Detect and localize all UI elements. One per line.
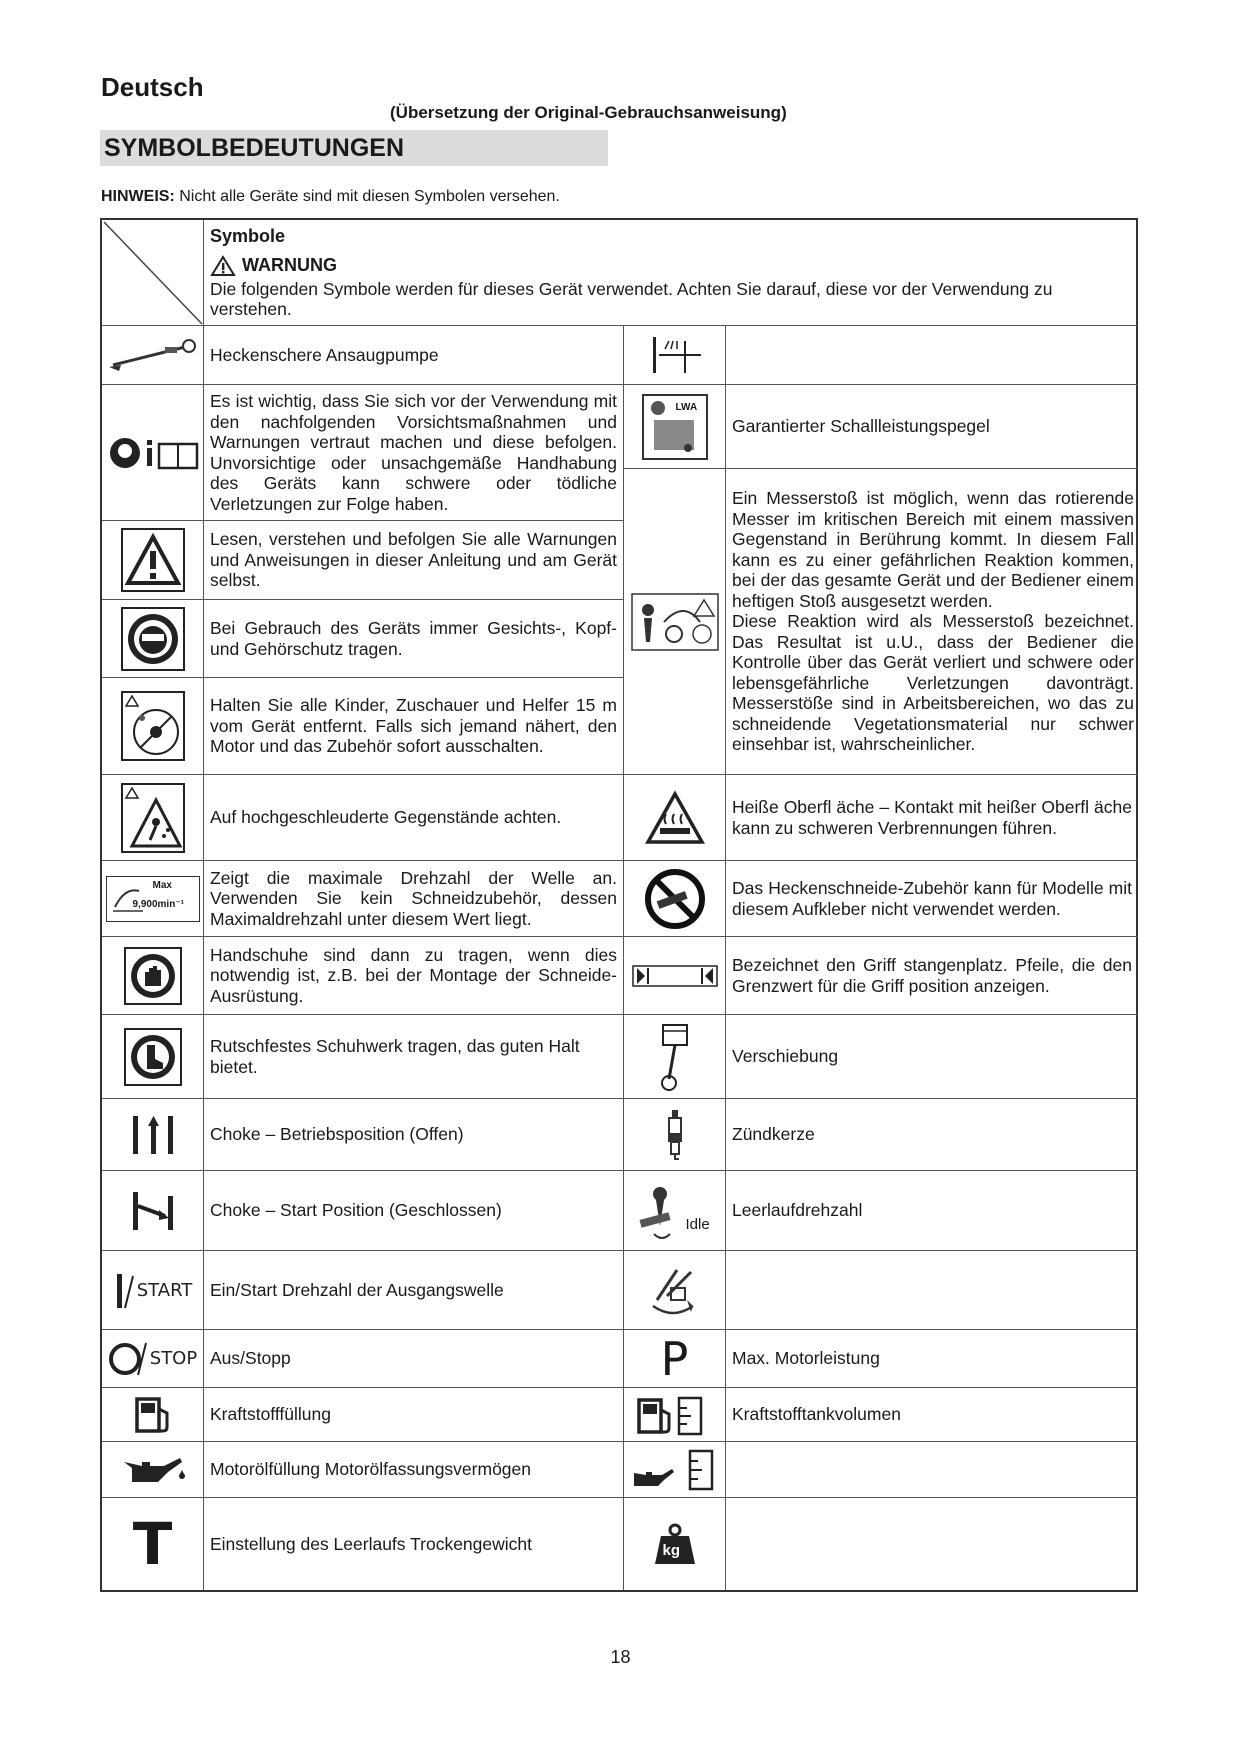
left-icon-9 [102, 1099, 204, 1171]
note [101, 188, 560, 206]
idle-speed-icon [630, 1176, 720, 1246]
right-text-5-content: Bezeichnet den Griff stangenplatz. Pfeile, die den Grenzwert für die Griff position anzeigen. [732, 955, 1132, 996]
right-text-6-content: Verschiebung [732, 1046, 839, 1067]
kg-label: kg [662, 1542, 681, 1559]
left-text-15 [204, 1498, 624, 1590]
hedge-trimmer-pump-icon [105, 335, 201, 375]
translation-subtitle: (Übersetzung der Original-Gebrauchsanweisung) [390, 103, 787, 122]
left-text-8 [204, 1015, 624, 1099]
note-label: HINWEIS: [101, 188, 175, 205]
right-icon-3 [624, 775, 726, 861]
right-text-2 [726, 469, 1138, 775]
left-text-2 [204, 521, 624, 600]
left-text-14 [204, 1442, 624, 1498]
right-text-11 [726, 1388, 1138, 1442]
left-text-0 [204, 326, 624, 385]
right-icon-13 [624, 1498, 726, 1590]
right-text-1 [726, 385, 1138, 469]
speed-label: 9,900min⁻¹ [132, 898, 184, 910]
hot-surface-icon [644, 790, 706, 846]
lwa-label: LWA [675, 401, 698, 413]
left-icon-15 [102, 1498, 204, 1590]
cutter-rotation-icon [647, 1260, 703, 1320]
start-icon [113, 1270, 193, 1310]
right-text-11-content: Kraftstofftankvolumen [732, 1404, 901, 1425]
left-text-4-content: Halten Sie alle Kinder, Zuschauer und Helfer 15 m vom Gerät entfernt. Falls sich jemand nähert, den Motor und das Zubehör sofort ausschalten. [210, 695, 617, 757]
warning-triangle-icon [120, 527, 186, 593]
power-icon: P [660, 1331, 689, 1386]
gloves-icon [123, 946, 183, 1006]
left-text-5 [204, 775, 624, 861]
warning-label: WARNUNG [242, 255, 337, 276]
displacement-icon [655, 1021, 695, 1093]
oil-can-icon [118, 1452, 188, 1488]
stop-label: STOP [149, 1348, 198, 1369]
blade-thrust-icon [630, 592, 720, 652]
stop-icon [108, 1339, 197, 1379]
page-number: 18 [610, 1647, 631, 1667]
right-text-2-content: Ein Messerstoß ist möglich, wenn das rotierende Messer im kritischen Bereich mit einem massiven Gegenstand in Berührung kommt. In diesem Fall kann es zu einer gefährlichen Reaktion kommen, bei der das gesamte Gerät und der Bediener einem heftigen Stoß ausgesetzt werden. [732, 488, 1134, 611]
left-text-13-content: Kraftstofffüllung [210, 1404, 331, 1425]
right-text-13 [726, 1498, 1138, 1590]
left-icon-10 [102, 1171, 204, 1251]
right-icon-12 [624, 1442, 726, 1498]
right-text-0 [726, 326, 1138, 385]
left-icon-14 [102, 1442, 204, 1498]
head-protection-icon [120, 606, 186, 672]
warning-text: Die folgenden Symbole werden für dieses Gerät verwendet. Achten Sie darauf, diese vor der Verwendung zu verstehen. [210, 278, 1053, 319]
left-text-1 [204, 385, 624, 521]
right-icon-2 [624, 469, 726, 775]
sound-power-icon [642, 394, 708, 460]
left-text-3-content: Bei Gebrauch des Geräts immer Gesichts-, Kopf- und Gehörschutz tragen. [210, 618, 617, 659]
right-text-9 [726, 1251, 1138, 1330]
left-text-15-content: Einstellung des Leerlaufs Trockengewicht [210, 1533, 532, 1554]
left-text-7 [204, 937, 624, 1015]
right-text-2-content-2: Diese Reaktion wird als Messerstoß bezeichnet. Das Resultat ist u.U., dass der Bediener die Kontrolle über das Gerät verliert und schwere oder lebensgefährliche Verletzungen davonträgt. Messerstöße sind in Arbeitsbereichen, wo das zu schneidende Vegetationsmaterial nur schwer einsehbar ist, wahrscheinlicher. [732, 611, 1134, 755]
thrown-objects-icon [120, 782, 186, 854]
diagonal-line-icon [102, 220, 203, 326]
symbol-table [100, 218, 1138, 1592]
keep-distance-icon [120, 690, 186, 762]
right-icon-5 [624, 937, 726, 1015]
left-text-6 [204, 861, 624, 937]
right-text-5 [726, 937, 1138, 1015]
left-text-12-content: Aus/Stopp [210, 1348, 291, 1369]
symbols-title: Symbole [210, 226, 286, 246]
fuel-tank-volume-icon [635, 1394, 715, 1436]
start-label: START [136, 1279, 193, 1301]
left-text-3 [204, 600, 624, 678]
left-text-11-content: Ein/Start Drehzahl der Ausgangswelle [210, 1279, 504, 1300]
left-text-6-content: Zeigt die maximale Drehzahl der Welle an. Verwenden Sie kein Schneidzubehör, dessen Maximaldrehzahl unter diesem Wert liegt. [210, 867, 617, 929]
right-text-1-content: Garantierter Schallleistungspegel [732, 416, 990, 437]
left-icon-7 [102, 937, 204, 1015]
left-text-11 [204, 1251, 624, 1330]
primer-choke-icon [645, 333, 705, 377]
right-text-4-content: Das Heckenschneide-Zubehör kann für Modelle mit diesem Aufkleber nicht verwendet werden. [732, 878, 1132, 919]
left-icon-4 [102, 678, 204, 775]
right-text-12 [726, 1442, 1138, 1498]
right-text-3 [726, 775, 1138, 861]
right-text-4 [726, 861, 1138, 937]
left-text-12 [204, 1330, 624, 1388]
right-text-3-content: Heiße Oberfl äche – Kontakt mit heißer Oberfl äche kann zu schweren Verbrennungen führen. [732, 797, 1132, 838]
max-speed-icon [106, 876, 200, 922]
diagonal-cell [102, 220, 204, 326]
left-text-9 [204, 1099, 624, 1171]
right-icon-8 [624, 1171, 726, 1251]
left-text-0-content: Heckenschere Ansaugpumpe [210, 344, 439, 365]
spark-plug-icon [663, 1108, 687, 1162]
right-icon-10 [624, 1330, 726, 1388]
idle-label: Idle [685, 1215, 710, 1233]
right-text-8 [726, 1171, 1138, 1251]
left-icon-3 [102, 600, 204, 678]
language-heading: Deutsch [101, 72, 204, 102]
choke-open-icon [123, 1110, 183, 1160]
max-label: Max [152, 879, 172, 891]
section-title: SYMBOLBEDEUTUNGEN [100, 130, 608, 166]
right-icon-6 [624, 1015, 726, 1099]
note-text: Nicht alle Geräte sind mit diesen Symbolen versehen. [174, 188, 560, 205]
oil-volume-icon [630, 1447, 720, 1493]
left-icon-8 [102, 1015, 204, 1099]
weight-icon [653, 1522, 697, 1566]
left-icon-1 [102, 385, 204, 521]
left-icon-6 [102, 861, 204, 937]
right-text-6 [726, 1015, 1138, 1099]
right-icon-0 [624, 326, 726, 385]
left-text-5-content: Auf hochgeschleuderte Gegenstände achten. [210, 807, 562, 828]
left-text-4 [204, 678, 624, 775]
left-text-8-content: Rutschfestes Schuhwerk tragen, das guten Halt bietet. [210, 1036, 580, 1077]
warning-triangle-small-icon [210, 255, 236, 277]
left-text-13 [204, 1388, 624, 1442]
left-icon-5 [102, 775, 204, 861]
right-icon-9 [624, 1251, 726, 1330]
left-text-1-content: Es ist wichtig, dass Sie sich vor der Verwendung mit den nachfolgenden Vorsichtsmaßnahmen und Warnungen vertraut machen und diese befolgen. Unvorsichtige oder unsachgemäße Handhabung des Geräts kann schwere oder tödliche Verletzungen zur Folge haben. [210, 391, 617, 514]
left-icon-12 [102, 1330, 204, 1388]
right-text-10-content: Max. Motorleistung [732, 1348, 880, 1369]
idle-adjust-icon: T [132, 1510, 173, 1578]
right-icon-11 [624, 1388, 726, 1442]
left-text-14-content: Motorölfüllung Motorölfassungsvermögen [210, 1459, 531, 1480]
fuel-icon [131, 1395, 175, 1435]
right-text-10 [726, 1330, 1138, 1388]
boots-icon [123, 1027, 183, 1087]
left-text-10-content: Choke – Start Position (Geschlossen) [210, 1200, 502, 1221]
right-icon-7 [624, 1099, 726, 1171]
left-text-7-content: Handschuhe sind dann zu tragen, wenn dies notwendig ist, z.B. bei der Montage der Schneide-Ausrüstung. [210, 944, 617, 1006]
right-icon-4 [624, 861, 726, 937]
left-icon-13 [102, 1388, 204, 1442]
left-icon-11 [102, 1251, 204, 1330]
choke-closed-icon [123, 1186, 183, 1236]
left-text-10 [204, 1171, 624, 1251]
right-text-8-content: Leerlaufdrehzahl [732, 1200, 863, 1221]
left-text-2-content: Lesen, verstehen und befolgen Sie alle Warnungen und Anweisungen in dieser Anleitung und am Gerät selbst. [210, 529, 617, 591]
right-text-7 [726, 1099, 1138, 1171]
handle-position-icon [631, 962, 719, 990]
right-icon-1 [624, 385, 726, 469]
left-icon-0 [102, 326, 204, 385]
no-hedge-attachment-icon [643, 867, 707, 931]
warning-heading [210, 255, 1132, 277]
table-header [204, 220, 1138, 326]
left-icon-2 [102, 521, 204, 600]
read-manual-icon [105, 428, 201, 478]
right-text-7-content: Zündkerze [732, 1124, 815, 1145]
left-text-9-content: Choke – Betriebsposition (Offen) [210, 1124, 464, 1145]
